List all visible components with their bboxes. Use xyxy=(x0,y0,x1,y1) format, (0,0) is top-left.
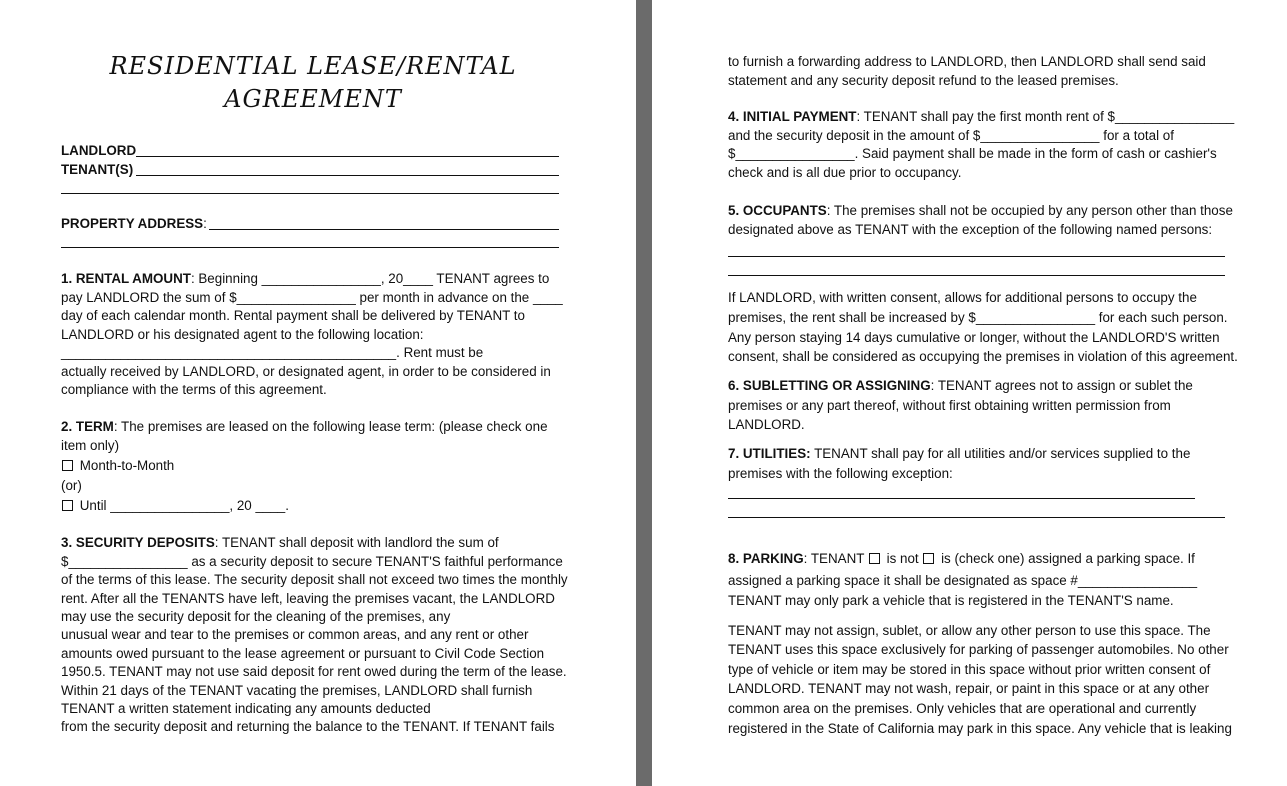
subletting-heading: 6. SUBLETTING OR ASSIGNING xyxy=(728,378,931,393)
property-address-row: PROPERTY ADDRESS: xyxy=(61,216,207,231)
tenant-field-line-2 xyxy=(61,193,559,194)
security-deposit-line8: 1950.5. TENANT may not use said deposit for rent owed during the term of the lease. xyxy=(61,664,567,679)
initial-payment-line4: check and is all due prior to occupancy. xyxy=(728,165,962,180)
rental-amount-line1: 1. RENTAL AMOUNT: Beginning ________________, 20____ TENANT agrees to xyxy=(61,271,550,286)
security-deposit-heading: 3. SECURITY DEPOSITS xyxy=(61,535,215,550)
security-deposit-line1: 3. SECURITY DEPOSITS: TENANT shall deposit with landlord the sum of xyxy=(61,535,499,550)
term-line1: 2. TERM: The premises are leased on the following lease term: (please check one xyxy=(61,419,548,434)
security-deposit-line9: Within 21 days of the TENANT vacating the premises, LANDLORD shall furnish xyxy=(61,683,533,698)
month-to-month-checkbox[interactable] xyxy=(62,460,73,471)
subletting-line2: premises or any part thereof, without first obtaining written permission from xyxy=(728,398,1171,413)
continued-line1: to furnish a forwarding address to LANDLORD, then LANDLORD shall send said xyxy=(728,54,1206,69)
additional-persons-line4: consent, shall be considered as occupying the premises in violation of this agreement. xyxy=(728,349,1238,364)
initial-payment-line1: 4. INITIAL PAYMENT: TENANT shall pay the first month rent of $________________ xyxy=(728,109,1235,124)
occupants-names-line xyxy=(728,256,1225,257)
initial-payment-heading: 4. INITIAL PAYMENT xyxy=(728,109,857,124)
term-heading: 2. TERM xyxy=(61,419,114,434)
subletting-line1: 6. SUBLETTING OR ASSIGNING: TENANT agrees not to assign or sublet the xyxy=(728,378,1193,393)
property-address-line xyxy=(209,229,559,230)
utilities-heading: 7. UTILITIES: xyxy=(728,446,811,461)
additional-persons-line3: Any person staying 14 days cumulative or longer, without the LANDLORD'S written xyxy=(728,330,1220,345)
utilities-exception-line xyxy=(728,498,1195,499)
page-divider xyxy=(636,0,652,786)
occupants-line2: designated above as TENANT with the exception of the following named persons: xyxy=(728,222,1213,237)
tenant-field-line xyxy=(136,175,559,176)
initial-payment-line3: $________________. Said payment shall be made in the form of cash or cashier's xyxy=(728,146,1217,161)
parking-is-checkbox[interactable] xyxy=(923,553,934,564)
rental-amount-line6: actually received by LANDLORD, or designated agent, in order to be considered in xyxy=(61,364,551,379)
parking-rules-line3: type of vehicle or item may be stored in this space without prior written consent of xyxy=(728,662,1211,677)
utilities-exception-line-2 xyxy=(728,517,1225,518)
parking-rules-line4: LANDLORD. TENANT may not wash, repair, or paint in this space or at any other xyxy=(728,681,1210,696)
parking-rules-line5: common area on the premises. Only vehicles that are operational and currently xyxy=(728,701,1197,716)
term-line2: item only) xyxy=(61,438,120,453)
utilities-line1: 7. UTILITIES: TENANT shall pay for all utilities and/or services supplied to the xyxy=(728,446,1191,461)
rental-amount-line7: compliance with the terms of this agreement. xyxy=(61,382,327,397)
additional-persons-line1: If LANDLORD, with written consent, allows for additional persons to occupy the xyxy=(728,290,1197,305)
landlord-field-line xyxy=(136,156,559,157)
until-checkbox[interactable] xyxy=(62,500,73,511)
parking-line3: TENANT may only park a vehicle that is registered in the TENANT'S name. xyxy=(728,593,1174,608)
initial-payment-line2: and the security deposit in the amount of $________________ for a total of xyxy=(728,128,1174,143)
security-deposit-line5: may use the security deposit for the cleaning of the premises, any xyxy=(61,609,451,624)
security-deposit-line7: amounts owed pursuant to the lease agreement or pursuant to Civil Code Section xyxy=(61,646,545,661)
property-address-line-2 xyxy=(61,247,559,248)
occupants-names-line-2 xyxy=(728,275,1225,276)
document-title-line1: RESIDENTIAL LEASE/RENTAL xyxy=(109,52,517,80)
right-page xyxy=(652,0,1287,786)
parking-is-not-checkbox[interactable] xyxy=(869,553,880,564)
additional-persons-line2: premises, the rent shall be increased by $________________ for each such person. xyxy=(728,310,1228,325)
rental-amount-heading: 1. RENTAL AMOUNT xyxy=(61,271,191,286)
property-address-label: PROPERTY ADDRESS xyxy=(61,216,204,231)
occupants-heading: 5. OCCUPANTS xyxy=(728,203,827,218)
security-deposit-line3: of the terms of this lease. The security deposit shall not exceed two times the monthly xyxy=(61,572,568,587)
parking-line2: assigned a parking space it shall be designated as space #________________ xyxy=(728,573,1198,588)
security-deposit-line6: unusual wear and tear to the premises or common areas, and any rent or other xyxy=(61,627,529,642)
left-page xyxy=(0,0,636,786)
security-deposit-line2: $________________ as a security deposit to secure TENANT'S faithful performance xyxy=(61,554,563,569)
parking-line1: 8. PARKING: TENANT is not is (check one) assigned a parking space. If xyxy=(728,551,1195,566)
landlord-label: LANDLORD xyxy=(61,143,137,158)
document-title-line2: AGREEMENT xyxy=(224,85,402,113)
rental-amount-line3: day of each calendar month. Rental payment shall be delivered by TENANT to xyxy=(61,308,525,323)
rental-amount-line4: LANDLORD or his designated agent to the following location: xyxy=(61,327,424,342)
term-option-month-to-month: Month-to-Month xyxy=(61,456,174,475)
term-or: (or) xyxy=(61,478,82,493)
subletting-line3: LANDLORD. xyxy=(728,417,805,432)
rental-amount-line5: _____________________________________________. Rent must be xyxy=(61,345,484,360)
parking-rules-line1: TENANT may not assign, sublet, or allow any other person to use this space. The xyxy=(728,623,1211,638)
tenant-label: TENANT(S) xyxy=(61,162,134,177)
parking-rules-line6: registered in the State of California may park in this space. Any vehicle that is leaking xyxy=(728,721,1232,736)
security-deposit-line11: from the security deposit and returning the balance to the TENANT. If TENANT fails xyxy=(61,719,555,734)
term-option-until: Until ________________, 20 ____. xyxy=(61,496,289,515)
rental-amount-line2: pay LANDLORD the sum of $________________ per month in advance on the ____ xyxy=(61,290,563,305)
security-deposit-line4: rent. After all the TENANTS have left, leaving the premises vacant, the LANDLORD xyxy=(61,591,555,606)
security-deposit-line10: TENANT a written statement indicating any amounts deducted xyxy=(61,701,431,716)
utilities-line2: premises with the following exception: xyxy=(728,466,953,481)
continued-line2: statement and any security deposit refund to the leased premises. xyxy=(728,73,1119,88)
occupants-line1: 5. OCCUPANTS: The premises shall not be occupied by any person other than those xyxy=(728,203,1233,218)
parking-heading: 8. PARKING xyxy=(728,551,804,566)
parking-rules-line2: TENANT uses this space exclusively for parking of passenger automobiles. No other xyxy=(728,642,1229,657)
